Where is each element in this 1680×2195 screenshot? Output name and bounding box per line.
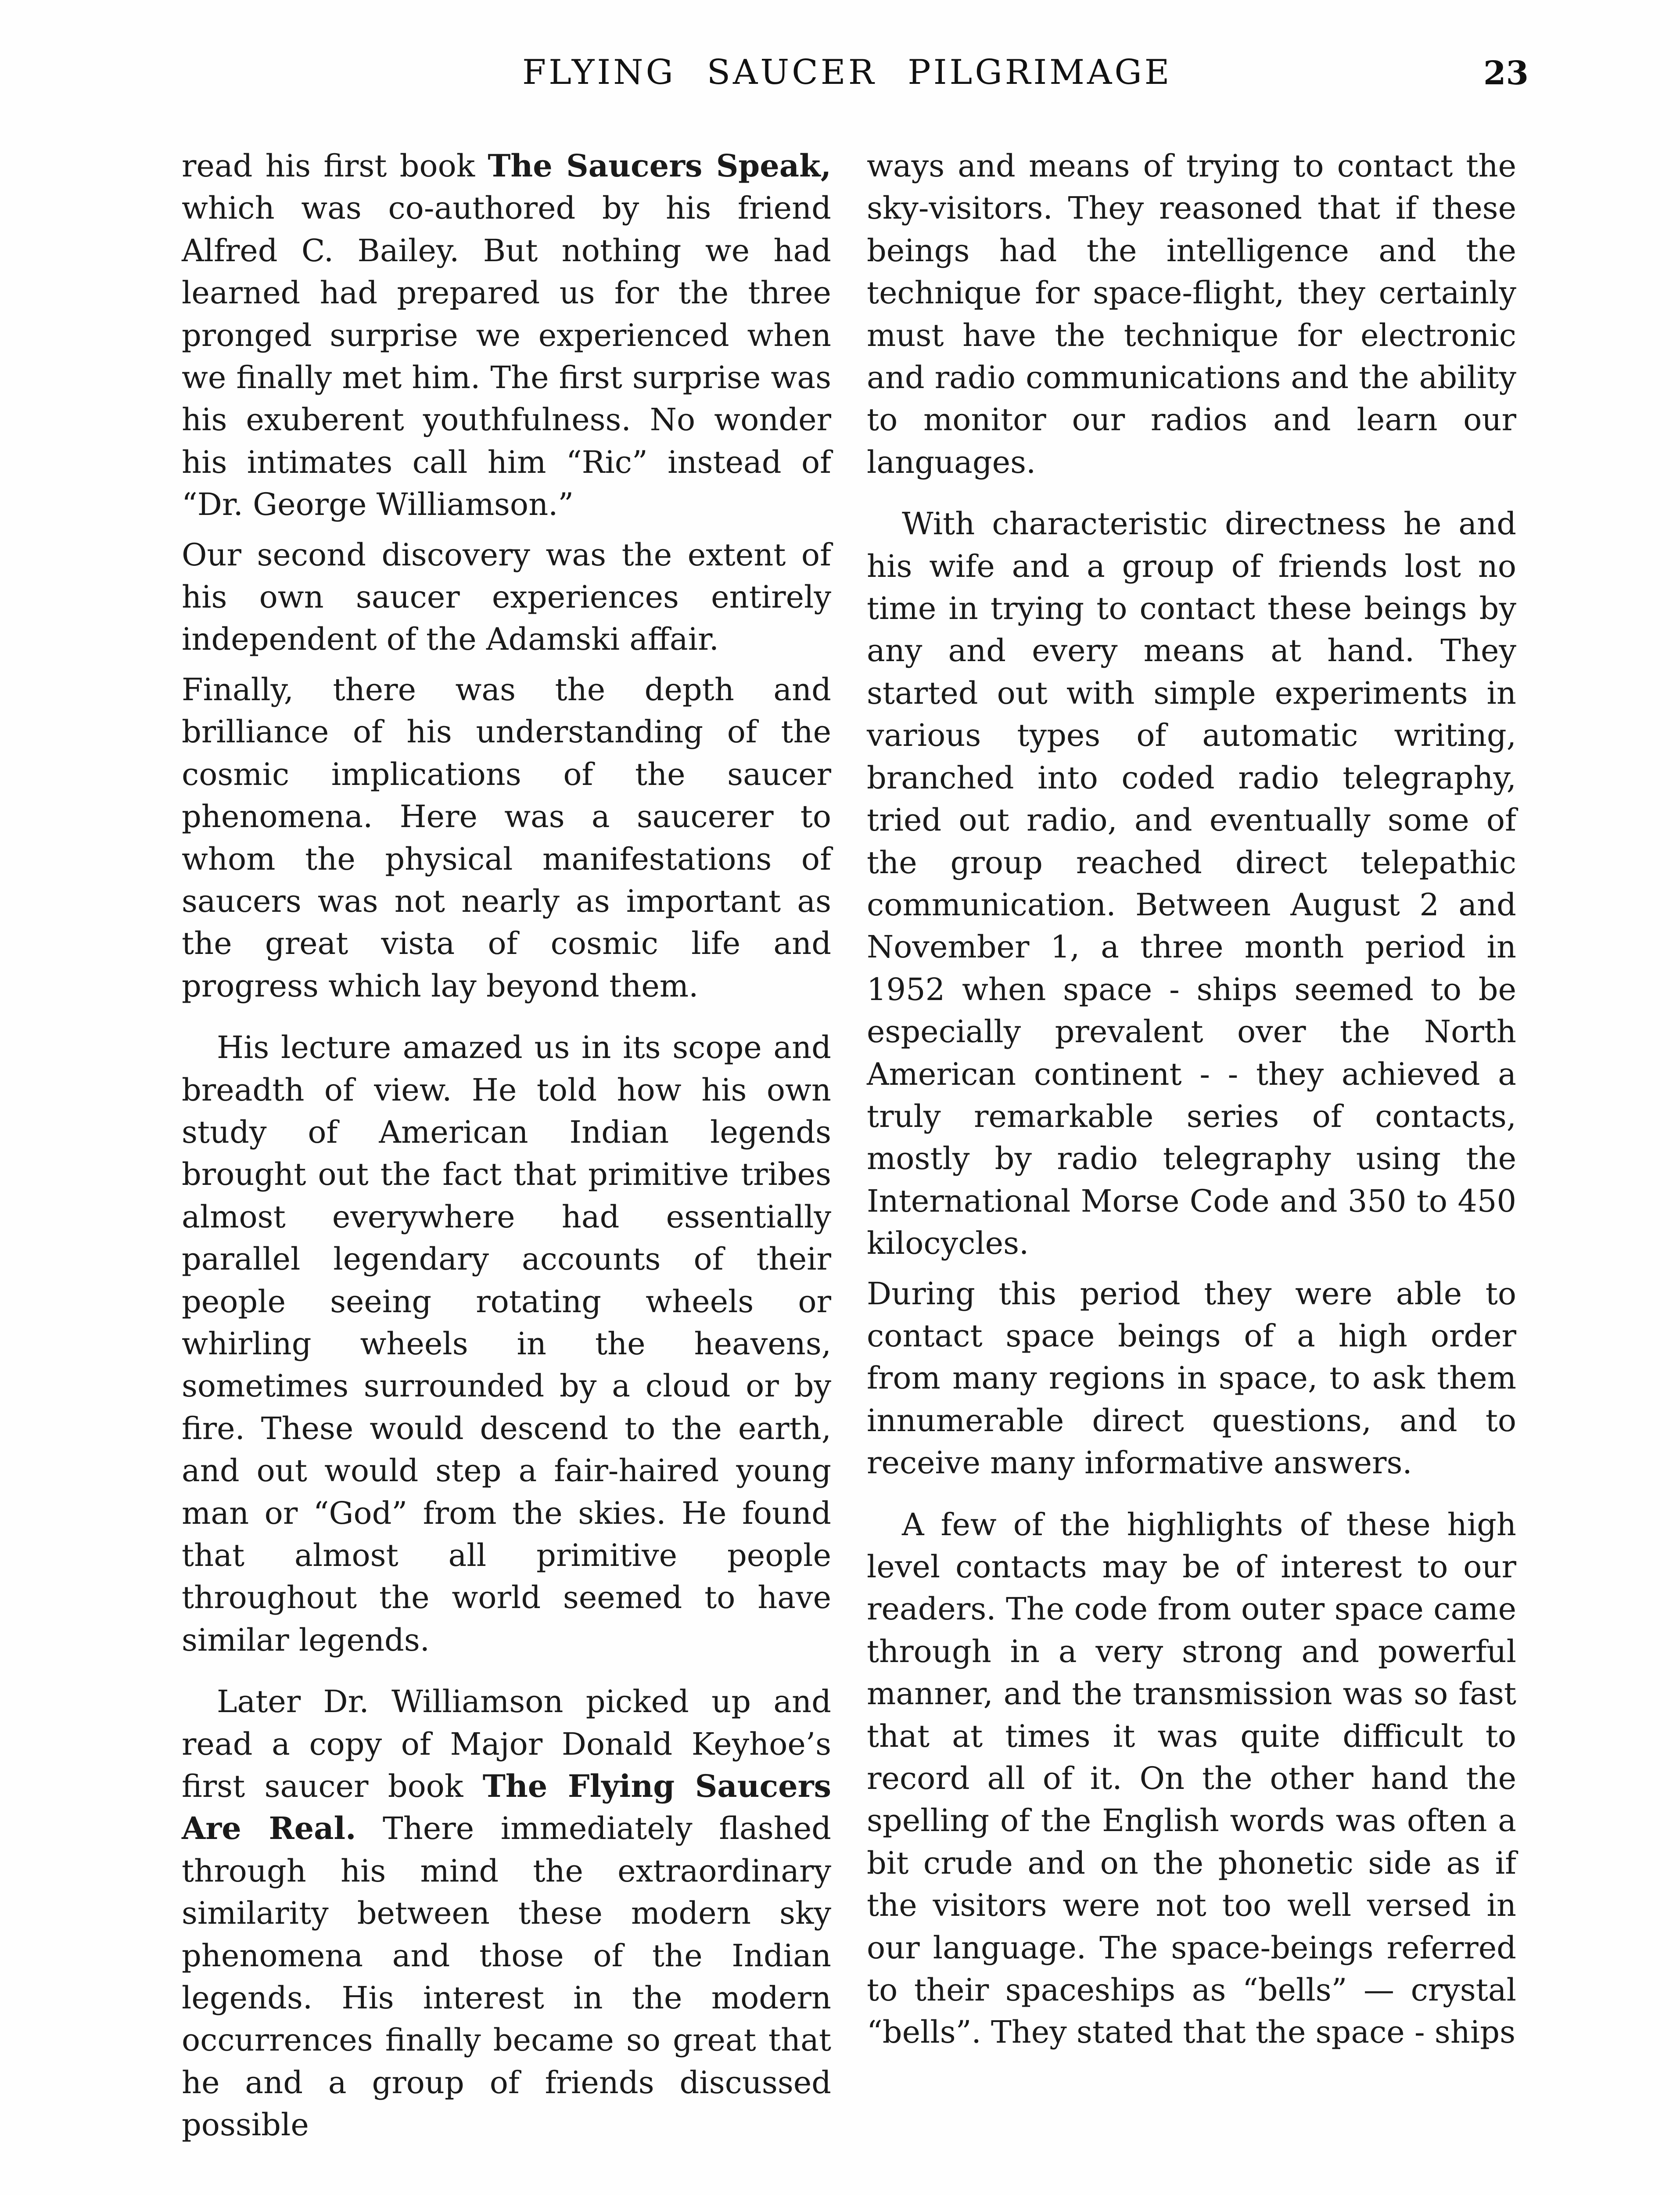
left-column bbox=[182, 145, 831, 2154]
book-title: The Flying Saucers Are Real. bbox=[182, 1768, 831, 1847]
book-title: The Saucers Speak, bbox=[488, 148, 831, 184]
text-run: which was co-authored by his friend Alfred C. Bailey. But nothing we had learned had prepared us for the three pronged surprise we experienced when we finally met him. The first surprise was his exuberent youthfulness. No wonder his intimates call him “Ric” instead of “Dr. George Williamson.” bbox=[182, 190, 831, 523]
paragraph: Our second discovery was the extent of his own saucer experiences entirely independent of the Adamski affair. bbox=[182, 536, 831, 658]
page-number: 23 bbox=[1483, 54, 1529, 92]
paragraph: During this period they were able to contact space beings of a high order from many regions in space, to ask them innumerable direct questions, and to receive many informative answers. bbox=[867, 1275, 1516, 1481]
text-run: Later Dr. Williamson picked up and read a copy of Major Donald Keyhoe’s first saucer book bbox=[182, 1684, 831, 1805]
paragraph bbox=[182, 1680, 831, 2146]
paragraph bbox=[182, 145, 831, 526]
paragraph: A few of the highlights of these high level contacts may be of interest to our readers. The code from outer space came through in a very strong and powerful manner, and the transmission was so fast that at times it was quite difficult to record all of it. On the other hand the spelling of the English words was often a bit crude and on the phonetic side as if the visitors were not too well versed in our language. The space-beings referred to their spaceships as “bells” — crystal “bells”. They stated that the space - ships bbox=[867, 1506, 1516, 2051]
right-column bbox=[867, 145, 1516, 2062]
paragraph: Finally, there was the depth and brilliance of his understanding of the cosmic implications of the saucer phenomena. Here was a saucerer to whom the physical manifestations of saucers was not nearly as important as the great vista of cosmic life and progress which lay beyond them. bbox=[182, 671, 831, 1004]
text-run: There immediately flashed through his mind the extraordinary similarity between these modern sky phenomena and those of the Indian legends. His interest in the modern occurrences finally became so great that he and a group of friends discussed possible bbox=[182, 1810, 831, 2143]
running-title: FLYING SAUCER PILGRIMAGE bbox=[522, 53, 1172, 92]
text-run: read his first book bbox=[182, 148, 488, 184]
paragraph: His lecture amazed us in its scope and breadth of view. He told how his own study of American Indian legends brought out the fact that primitive tribes almost everywhere had essentially parallel legendary accounts of their people seeing rotating wheels or whirling wheels in the heavens, sometimes surrounded by a cloud or by fire. These would descend to the earth, and out would step a fair-haired young man or “God” from the skies. He found that almost all primitive people throughout the world seemed to have similar legends. bbox=[182, 1029, 831, 1658]
paragraph: ways and means of trying to contact the sky-visitors. They reasoned that if these beings had the intelligence and the technique for space-flight, they certainly must have the technique for electronic and radio communications and the ability to monitor our radios and learn our languages. bbox=[867, 148, 1516, 480]
paragraph: With characteristic directness he and his wife and a group of friends lost no time in trying to contact these beings by any and every means at hand. They started out with simple experiments in various types of automatic writing, branched into coded radio telegraphy, tried out radio, and eventually some of the group reached direct telepathic communication. Between August 2 and November 1, a three month period in 1952 when space - ships seemed to be especially prevalent over the North American continent - - they achieved a truly remarkable series of contacts, mostly by radio telegraphy using the International Morse Code and 350 to 450 kilocycles. bbox=[867, 506, 1516, 1262]
